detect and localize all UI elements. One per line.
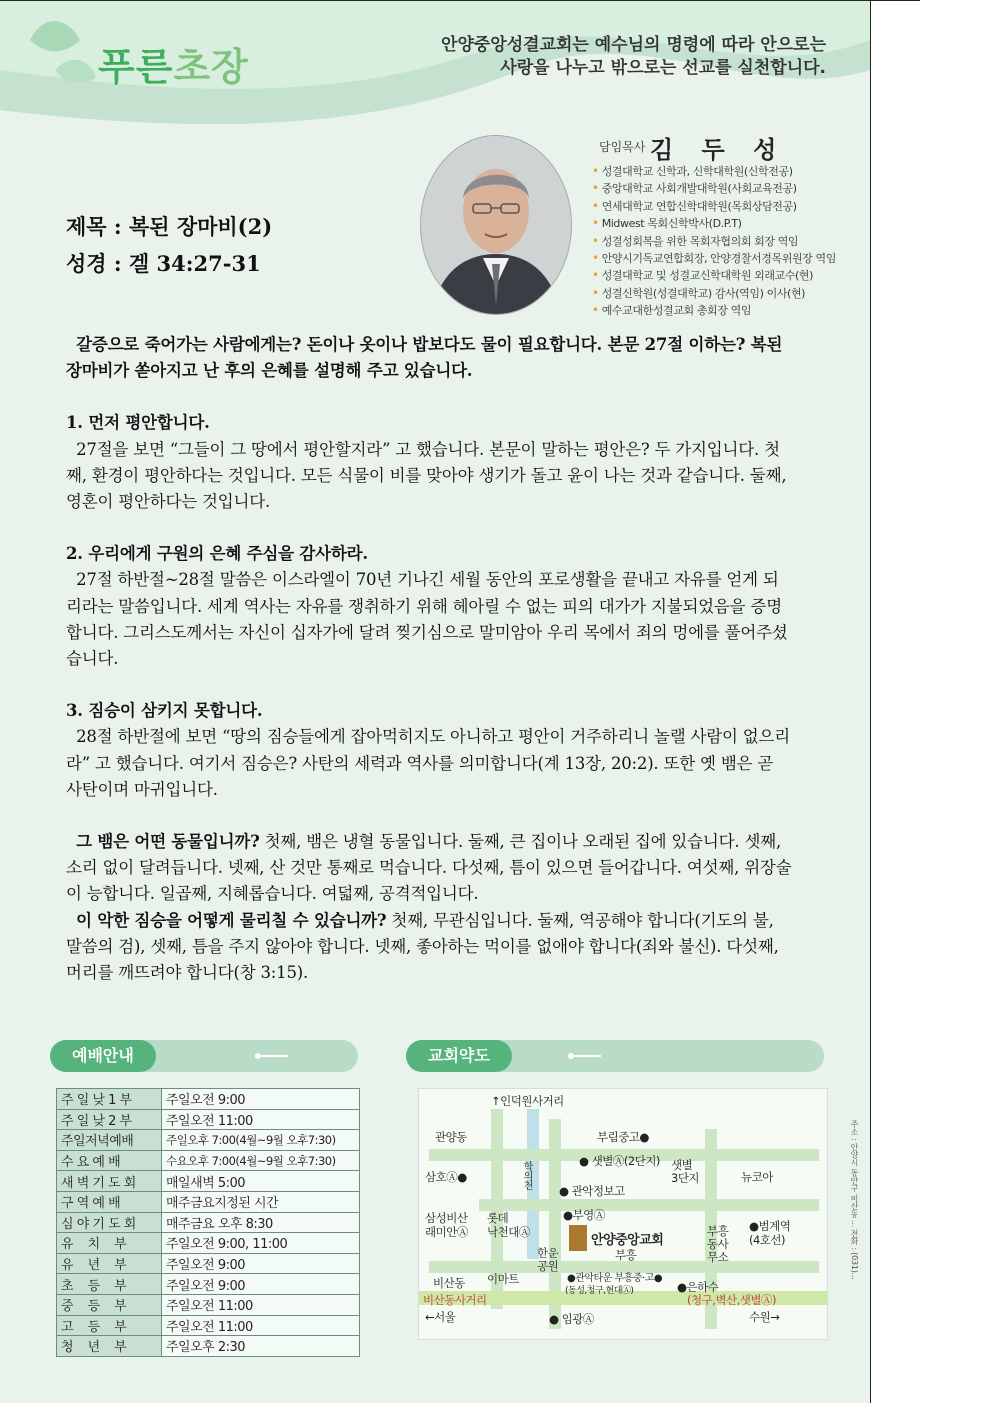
sermon-intro bbox=[66, 332, 792, 384]
pastor-credentials bbox=[592, 163, 836, 320]
map-label: (동성,청구,현대Ⓐ) bbox=[565, 1286, 634, 1296]
map-panel-header bbox=[406, 1040, 824, 1072]
map-label: ●관악타운 부흥중·고● bbox=[567, 1273, 663, 1284]
worship-schedule-table bbox=[56, 1088, 360, 1357]
pastor-name: 김 두 성 bbox=[650, 136, 787, 164]
map-label: 한운 공원 bbox=[537, 1246, 559, 1273]
snake-question: 그 뱀은 어떤 동물입니까? bbox=[76, 832, 260, 852]
credential-item: • 성결대학교 신학과, 신학대학원(신학전공) bbox=[592, 163, 836, 180]
service-name: 주 일 낮 1 부 bbox=[57, 1089, 162, 1110]
service-name: 중 등 부 bbox=[57, 1294, 162, 1315]
motto-line-1: 안양중앙성결교회는 예수님의 명령에 따라 안으로는 bbox=[441, 35, 826, 55]
map-label: (청구,벽산,샛별Ⓐ) bbox=[687, 1293, 776, 1307]
beast-answer: 첫째, 무관심입니다. 둘째, 역공해야 합니다(기도의 불, 말씀의 검), 셋째, 틈을 주지 않아야 합니다. 넷째, 좋아하는 먹이를 없애야 합니다(죄와 불신). 다섯째, 머리를 깨뜨려야 합니다(창 3:15). bbox=[66, 910, 779, 983]
pastor-portrait-graphic bbox=[421, 136, 571, 314]
section-3-body: 28절 하반절에 보면 “땅의 짐승들에게 잡아먹히지도 아니하고 평안이 거주하리니 놀랠 사람이 없으리라” 고 했습니다. 여기서 짐승은? 사탄의 세력과 역사를 의미합니다(계 13장, 20:2). 또한 옛 뱀은 곧 사탄이며 마귀입니다. bbox=[66, 727, 790, 799]
service-time: 매일새벽 5:00 bbox=[162, 1171, 360, 1192]
address-side-note: 주소 : 안양시 동안구 비산동 ... 전화 : (031)... bbox=[850, 1120, 859, 1280]
map-label: ● 임광Ⓐ bbox=[549, 1312, 594, 1326]
snake-paragraph bbox=[66, 829, 792, 908]
sermon-heading bbox=[66, 208, 272, 282]
table-row bbox=[57, 1274, 360, 1295]
header-dash-decoration bbox=[260, 1055, 288, 1057]
worship-heading: 예배안내 bbox=[50, 1040, 156, 1072]
credential-item: • 안양시기독교연합회장, 안양경찰서경목위원장 역임 bbox=[592, 250, 836, 267]
service-name: 수 요 예 배 bbox=[57, 1150, 162, 1171]
table-row bbox=[57, 1294, 360, 1315]
map-heading: 교회약도 bbox=[406, 1040, 512, 1072]
table-row bbox=[57, 1212, 360, 1233]
service-time: 주일오후 2:30 bbox=[162, 1336, 360, 1357]
map-label: 비산동 bbox=[433, 1276, 465, 1290]
credential-item: • Midwest 목회신학박사(D.P.T) bbox=[592, 215, 836, 232]
table-row bbox=[57, 1315, 360, 1336]
map-label: 학의천 bbox=[521, 1161, 532, 1190]
service-name: 구 역 예 배 bbox=[57, 1191, 162, 1212]
pastor-photo bbox=[420, 135, 572, 315]
service-name: 청 년 부 bbox=[57, 1336, 162, 1357]
table-row bbox=[57, 1109, 360, 1130]
credential-item: • 예수교대한성결교회 총회장 역임 bbox=[592, 302, 836, 319]
map-label: 샛별 3단지 bbox=[671, 1158, 700, 1185]
map-label: 관양동 bbox=[435, 1130, 467, 1144]
section-3-heading: 3. 짐승이 삼키지 못합니다. bbox=[66, 701, 263, 721]
sermon-body bbox=[66, 332, 792, 986]
table-row bbox=[57, 1253, 360, 1274]
credential-item: • 연세대학교 연합신학대학원(목회상담전공) bbox=[592, 198, 836, 215]
sermon-title: 제목 : 복된 장마비(2) bbox=[66, 214, 273, 239]
map-label: 뉴코아 bbox=[741, 1170, 773, 1184]
intro-text: 갈증으로 죽어가는 사람에게는? 돈이나 옷이나 밥보다도 물이 필요합니다. 본문 27절 이하는? 복된 장마비가 쏟아지고 난 후의 은혜를 설명해 주고 있습니다. bbox=[66, 335, 783, 381]
map-label: 삼호Ⓐ● bbox=[425, 1170, 467, 1184]
service-time: 매주금요 오후 8:30 bbox=[162, 1212, 360, 1233]
map-label: 삼성비산 래미안Ⓐ bbox=[425, 1211, 468, 1239]
church-location-map bbox=[418, 1088, 828, 1340]
table-row bbox=[57, 1171, 360, 1192]
credential-item: • 중앙대학교 사회개발대학원(사회교육전공) bbox=[592, 180, 836, 197]
service-name: 유 치 부 bbox=[57, 1233, 162, 1254]
service-name: 유 년 부 bbox=[57, 1253, 162, 1274]
sermon-section-3 bbox=[66, 698, 792, 803]
service-time: 수요오후 7:00(4월~9월 오후7:30) bbox=[162, 1150, 360, 1171]
map-label: ● 관악정보고 bbox=[559, 1184, 625, 1198]
map-label: ●은하수 bbox=[677, 1280, 719, 1294]
service-time: 매주금요지정된 시간 bbox=[162, 1191, 360, 1212]
service-name: 주일저녁예배 bbox=[57, 1130, 162, 1151]
table-row bbox=[57, 1130, 360, 1151]
table-row bbox=[57, 1233, 360, 1254]
page-edge-line bbox=[870, 0, 871, 1403]
map-label: 수원→ bbox=[749, 1310, 780, 1324]
map-label: 부림중고● bbox=[597, 1130, 649, 1144]
church-building-icon bbox=[569, 1225, 587, 1251]
map-label: 부흥 동사 무소 bbox=[707, 1224, 729, 1264]
service-name: 주 일 낮 2 부 bbox=[57, 1109, 162, 1130]
road-graphic bbox=[479, 1199, 819, 1211]
beast-paragraph bbox=[66, 908, 792, 987]
service-name: 심 야 기 도 회 bbox=[57, 1212, 162, 1233]
service-time: 주일오전 9:00 bbox=[162, 1274, 360, 1295]
snake-answer: 첫째, 뱀은 냉혈 동물입니다. 둘째, 큰 집이나 오래된 집에 있습니다. 셋째, 소리 없이 달려듭니다. 넷째, 산 것만 통째로 먹습니다. 다섯째, 틈이 있으면 들어갑니다. 여섯째, 위장술이 능합니다. 일곱째, 지혜롭습니다. 여덟째, 공격적입니다. bbox=[66, 832, 792, 904]
service-time: 주일오전 11:00 bbox=[162, 1294, 360, 1315]
church-motto bbox=[441, 34, 826, 80]
service-name: 새 벽 기 도 회 bbox=[57, 1171, 162, 1192]
service-time: 주일오전 11:00 bbox=[162, 1109, 360, 1130]
credential-item: • 성결신학원(성결대학교) 감사(역임) 이사(현) bbox=[592, 285, 836, 302]
sermon-scripture: 성경 : 겔 34:27-31 bbox=[66, 251, 261, 276]
sermon-section-1 bbox=[66, 410, 792, 515]
map-label: 부흥 bbox=[615, 1248, 637, 1262]
map-label: ●부영Ⓐ bbox=[563, 1208, 605, 1222]
beast-question: 이 악한 짐승을 어떻게 물리칠 수 있습니까? bbox=[76, 910, 387, 930]
credential-item: • 성결성회복을 위한 목회자협의회 회장 역임 bbox=[592, 233, 836, 250]
map-label: 롯데 낙천대Ⓐ bbox=[487, 1211, 530, 1239]
page-top-line bbox=[0, 0, 920, 1]
map-label: 이마트 bbox=[487, 1272, 519, 1286]
logo-text-part1: 푸른 bbox=[98, 45, 174, 89]
map-label: ↑인덕원사거리 bbox=[491, 1094, 564, 1108]
map-label: 비산동사거리 bbox=[423, 1293, 487, 1307]
table-row bbox=[57, 1089, 360, 1110]
table-row bbox=[57, 1191, 360, 1212]
service-time: 주일오후 7:00(4월~9월 오후7:30) bbox=[162, 1130, 360, 1151]
section-1-body: 27절을 보면 “그들이 그 땅에서 평안할지라” 고 했습니다. 본문이 말하는 평안은? 두 가지입니다. 첫째, 환경이 평안하다는 것입니다. 모든 식물이 비를 맞아야 생기가 돌고 윤이 나는 것과 같습니다. 둘째, 영혼이 평안하다는 것입니다. bbox=[66, 439, 787, 512]
service-name: 고 등 부 bbox=[57, 1315, 162, 1336]
map-label: ←서울 bbox=[425, 1310, 456, 1324]
table-row bbox=[57, 1150, 360, 1171]
map-label: ●범계역 (4호선) bbox=[749, 1219, 791, 1247]
motto-line-2: 사랑을 나누고 밖으로는 선교를 실천합니다. bbox=[500, 58, 826, 78]
credential-item: • 성결대학교 및 성결교신학대학원 외래교수(현) bbox=[592, 267, 836, 284]
section-2-body: 27절 하반절~28절 말씀은 이스라엘이 70년 기나긴 세월 동안의 포로생활을 끝내고 자유를 얻게 되리라는 말씀입니다. 세계 역사는 자유를 쟁취하기 위해 헤아릴 수 없는 피의 대가가 지불되었음을 증명합니다. 그리스도께서는 자신이 십자가에 달려 찢기심으로 말미암아 우리 목에서 죄의 멍에를 풀어주셨습니다. bbox=[66, 570, 788, 669]
logo-text-part2: 초장 bbox=[173, 45, 249, 89]
service-name: 초 등 부 bbox=[57, 1274, 162, 1295]
map-label: ● 샛별Ⓐ(2단지) bbox=[579, 1154, 660, 1168]
service-time: 주일오전 9:00 bbox=[162, 1253, 360, 1274]
section-2-heading: 2. 우리에게 구원의 은혜 주심을 감사하라. bbox=[66, 544, 368, 564]
pastor-role: 담임목사 bbox=[599, 140, 646, 154]
worship-panel-header bbox=[50, 1040, 358, 1072]
table-row bbox=[57, 1336, 360, 1357]
service-time: 주일오전 9:00 bbox=[162, 1089, 360, 1110]
section-1-heading: 1. 먼저 평안합니다. bbox=[66, 413, 210, 433]
map-label: 안양중앙교회 bbox=[591, 1233, 664, 1248]
service-time: 주일오전 11:00 bbox=[162, 1315, 360, 1336]
header-dash-decoration bbox=[573, 1055, 601, 1057]
bulletin-logo bbox=[98, 36, 249, 91]
sermon-section-2 bbox=[66, 541, 792, 672]
service-time: 주일오전 9:00, 11:00 bbox=[162, 1233, 360, 1254]
